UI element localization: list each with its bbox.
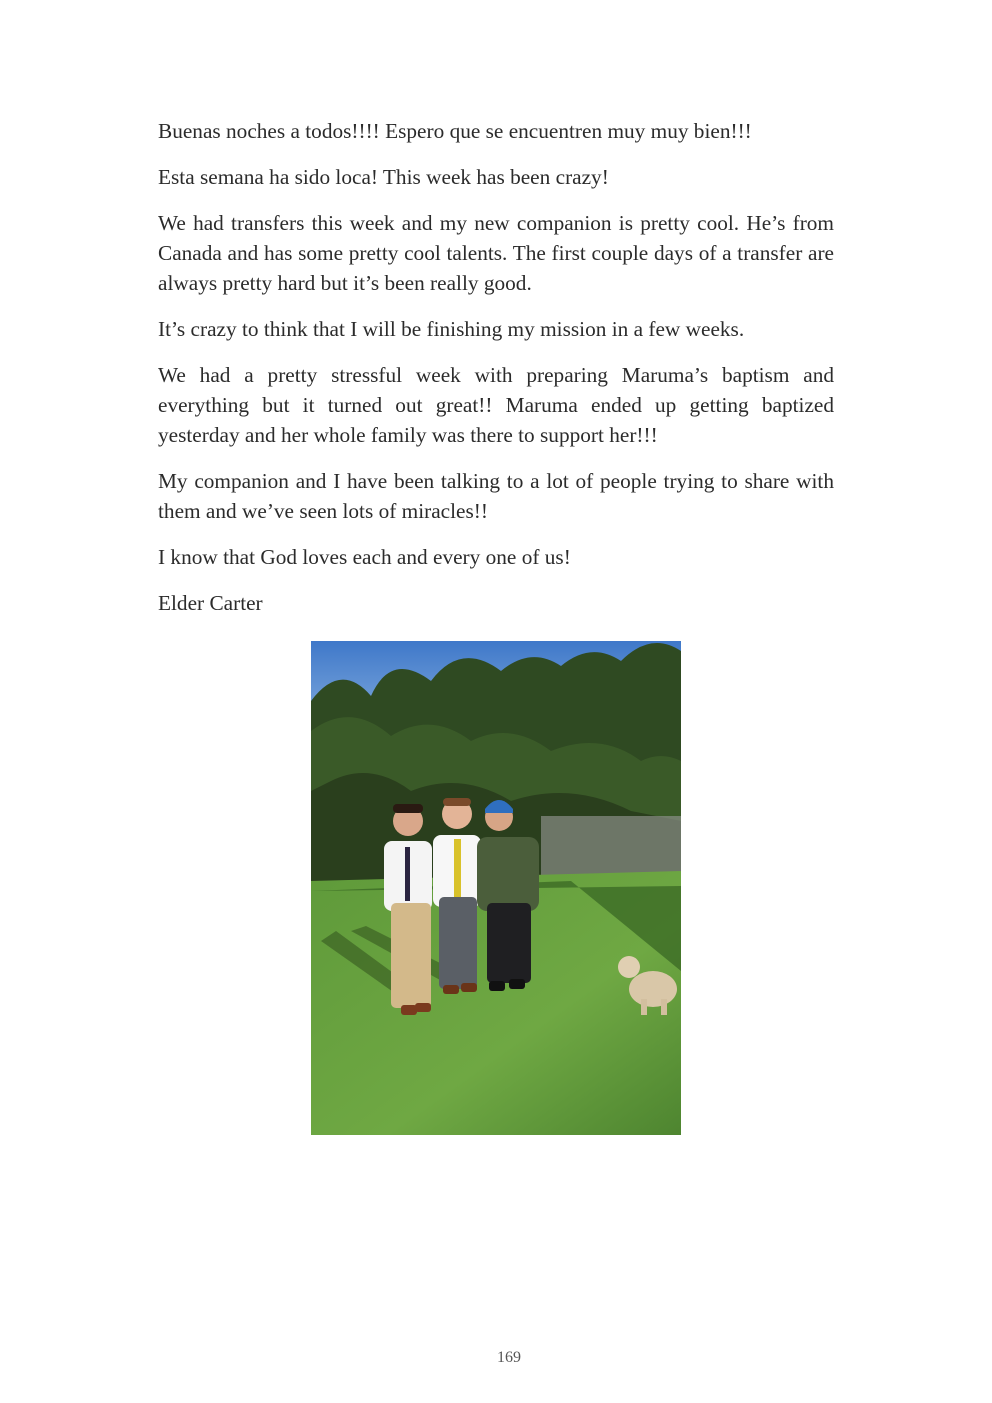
paragraph: I know that God loves each and every one of us! [158,545,571,569]
group-photo [311,641,681,1135]
paragraph: My companion and I have been talking to a lot of people trying to share with them and we’ve seen lots of miracles!! [158,469,834,523]
paragraph: We had a pretty stressful week with preparing Maruma’s baptism and everything but it turned out great!! Maruma ended up getting baptized yesterday and her whole family was there to support her!!! [158,363,834,447]
letter-body [158,116,834,618]
paragraph: Esta semana ha sido loca! This week has been crazy! [158,165,609,189]
paragraph: We had transfers this week and my new companion is pretty cool. He’s from Canada and has some pretty cool talents. The first couple days of a transfer are always pretty hard but it’s been really good. [158,211,834,295]
paragraph: It’s crazy to think that I will be finishing my mission in a few weeks. [158,317,745,341]
paragraph: Buenas noches a todos!!!! Espero que se encuentren muy muy bien!!! [158,119,752,143]
page-number: 169 [497,1349,521,1366]
signature: Elder Carter [158,591,263,615]
